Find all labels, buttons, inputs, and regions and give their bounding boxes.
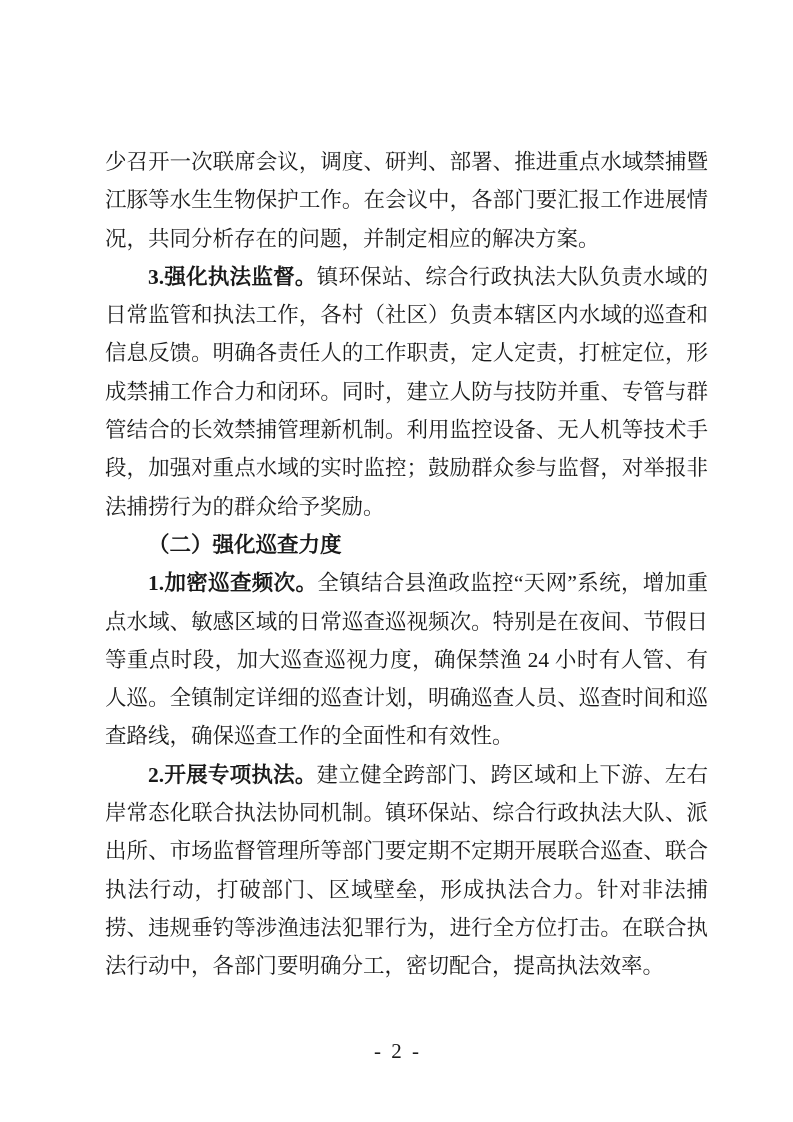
paragraph-item-3	[105, 258, 708, 526]
paragraph-text: 全镇结合县渔政监控“天网”系统，增加重点水域、敏感区域的日常巡查巡视频次。特别是在夜间、节假日等重点时段，加大巡查巡视力度，确保禁渔 24 小时有人管、有人巡。全镇制定详细的巡查计划，明确巡查人员、巡查时间和巡查路线，确保巡查工作的全面性和有效性。	[105, 571, 708, 749]
page-number: - 2 -	[374, 1039, 419, 1063]
paragraph-continuation	[105, 143, 708, 258]
document-body	[105, 143, 708, 986]
paragraph-text: 少召开一次联席会议，调度、研判、部署、推进重点水域禁捕暨江豚等水生生物保护工作。在会议中，各部门要汇报工作进展情况，共同分析存在的问题，并制定相应的解决方案。	[105, 150, 708, 251]
section-heading	[105, 526, 708, 564]
paragraph-item-1	[105, 564, 708, 755]
paragraph-lead: 1.加密巡查频次。	[148, 571, 318, 596]
paragraph-lead: 2.开展专项执法。	[148, 762, 317, 787]
paragraph-lead: 3.强化执法监督。	[148, 264, 317, 289]
paragraph-text: 建立健全跨部门、跨区域和上下游、左右岸常态化联合执法协同机制。镇环保站、综合行政执法大队、派出所、市场监督管理所等部门要定期不定期开展联合巡查、联合执法行动，打破部门、区域壁垒，形成执法合力。针对非法捕捞、违规垂钓等涉渔违法犯罪行为，进行全方位打击。在联合执法行动中，各部门要明确分工，密切配合，提高执法效率。	[105, 762, 708, 979]
paragraph-item-2	[105, 756, 708, 986]
paragraph-text: 镇环保站、综合行政执法大队负责水域的日常监管和执法工作，各村（社区）负责本辖区内水域的巡查和信息反馈。明确各责任人的工作职责，定人定责，打桩定位，形成禁捕工作合力和闭环。同时，建立人防与技防并重、专管与群管结合的长效禁捕管理新机制。利用监控设备、无人机等技术手段，加强对重点水域的实时监控；鼓励群众参与监督，对举报非法捕捞行为的群众给予奖励。	[105, 264, 708, 519]
section-heading-text: （二）强化巡查力度	[148, 532, 342, 557]
